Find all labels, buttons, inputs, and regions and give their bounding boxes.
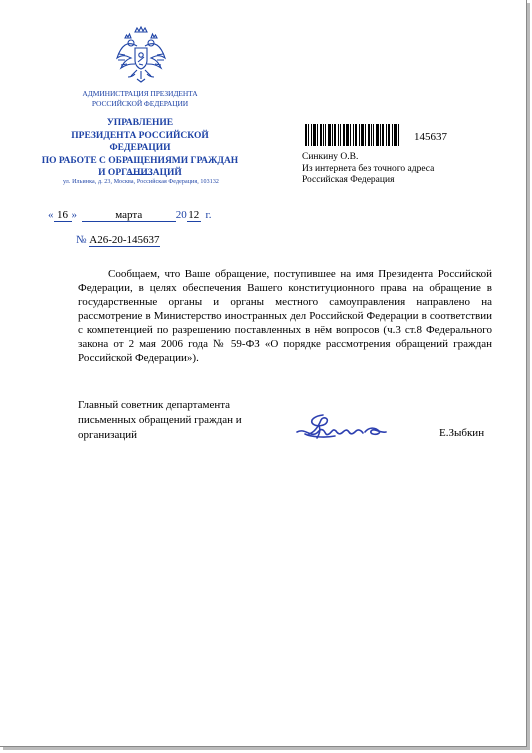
barcode-icon xyxy=(305,124,399,146)
recipient-name: Синкину О.В. xyxy=(302,152,359,162)
signer-title-line-1: Главный советник департамента xyxy=(78,399,231,411)
department-line-2: ПРЕЗИДЕНТА РОССИЙСКОЙ ФЕДЕРАЦИИ xyxy=(71,130,209,153)
date-day: 16 xyxy=(54,209,72,222)
reference-symbol: № xyxy=(76,234,87,246)
coat-of-arms-emblem-icon xyxy=(113,24,169,84)
signer-title-line-3: организаций xyxy=(78,429,138,441)
handwritten-signature xyxy=(295,412,387,442)
administration-line-2: РОССИЙСКОЙ ФЕДЕРАЦИИ xyxy=(91,99,189,108)
administration-heading xyxy=(60,89,220,109)
date-line xyxy=(48,209,212,222)
department-line-1: УПРАВЛЕНИЕ xyxy=(106,118,174,128)
administration-line-1: АДМИНИСТРАЦИЯ ПРЕЗИДЕНТА xyxy=(82,89,198,98)
date-year-prefix: 20 xyxy=(175,209,187,221)
recipient-block xyxy=(302,152,434,187)
reference-line xyxy=(76,234,160,246)
recipient-country: Российская Федерация xyxy=(302,175,395,185)
letterhead-address: ул. Ильинка, д. 23, Москва, Российская Федерация, 103132 xyxy=(62,179,220,185)
date-year-suffix: 12 xyxy=(188,209,200,221)
signer-title-line-2: письменных обращений граждан и xyxy=(78,414,242,426)
heading-divider xyxy=(128,174,152,175)
signer-title xyxy=(78,398,242,443)
date-month: марта xyxy=(82,209,176,222)
signer-name: Е.Зыбкин xyxy=(439,427,485,439)
recipient-source: Из интернета без точного адреса xyxy=(302,163,435,174)
department-line-3: ПО РАБОТЕ С ОБРАЩЕНИЯМИ ГРАЖДАН xyxy=(41,155,239,166)
reference-number: А26-20-145637 xyxy=(89,234,160,246)
letter-body: Сообщаем, что Ваше обращение, поступившее на имя Президента Российской Федерации, в целях обеспечения Вашего конституционного права на обращение в государственные органы и органы местного самоуправления направлено на рассмотрение в Министерство иностранных дел Российской Федерации в соответствии с компетенцией по разрешению поставленных в нём вопросов (ч.3 ст.8 Федерального закона от 2 мая 2006 года № 59-ФЗ «О порядке рассмотрения обращений граждан Российской Федерации»). xyxy=(78,268,492,364)
date-open-quote: « xyxy=(48,209,54,221)
date-close-quote: » xyxy=(71,209,77,221)
department-line-4: И ОРГАНИЗАЦИЙ xyxy=(98,168,182,178)
department-heading xyxy=(40,117,240,180)
barcode-number: 145637 xyxy=(414,131,447,143)
date-year-mark: г. xyxy=(205,209,212,221)
